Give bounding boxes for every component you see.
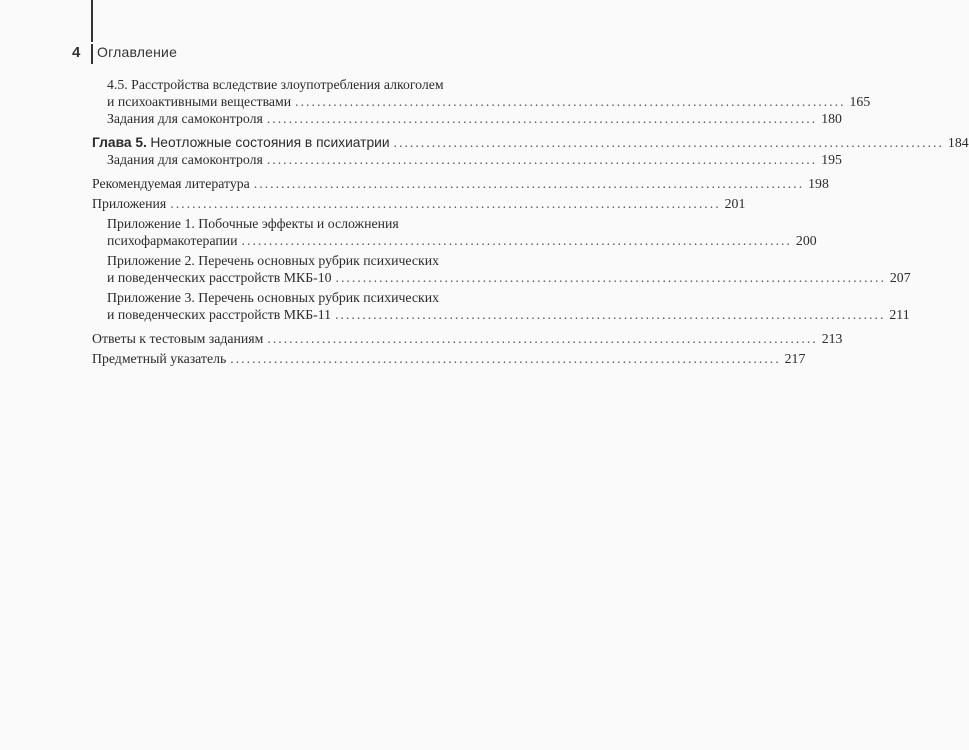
leader-dots: .....................................................................................................	[295, 94, 846, 109]
toc-page-number: 195	[821, 152, 842, 167]
toc-page-number: 200	[795, 233, 817, 248]
toc-entry-line: Приложение 3. Перечень основных рубрик психических	[107, 290, 439, 305]
toc-entry	[92, 151, 842, 168]
leader-dots: .....................................................................................................	[393, 135, 944, 150]
toc-entry-title: Задания для самоконтроля	[107, 152, 263, 167]
leader-dots: .....................................................................................................	[241, 233, 792, 248]
leader-dots: .....................................................................................................	[335, 270, 886, 285]
toc-entry-title: Неотложные состояния в психиатрии	[150, 135, 390, 150]
toc-entry-title: Предметный указатель	[92, 351, 227, 366]
toc-entry	[92, 330, 843, 347]
toc-page-number: 207	[889, 270, 911, 285]
leader-dots: .....................................................................................................	[253, 176, 805, 191]
toc-entry-line: 4.5. Расстройства вследствие злоупотребления алкоголем	[107, 77, 444, 92]
toc-entry	[92, 175, 829, 192]
toc-entry-line: Приложение 2. Перечень основных рубрик психических	[107, 253, 439, 268]
toc-chapter-entry	[92, 134, 969, 151]
toc-entry-title: и поведенческих расстройств МКБ-11	[107, 307, 332, 322]
leader-dots: .....................................................................................................	[170, 196, 721, 211]
running-title: Оглавление	[97, 44, 178, 60]
toc-entry	[92, 289, 910, 323]
leader-dots: .....................................................................................................	[335, 307, 886, 322]
toc-page-number: 211	[889, 307, 910, 322]
toc-page-number: 213	[821, 331, 843, 346]
header-rule	[91, 0, 93, 42]
toc-page-number: 184	[947, 135, 969, 150]
toc-page-number: 217	[784, 351, 806, 366]
running-head	[72, 44, 177, 61]
toc-page-number: 165	[849, 94, 871, 109]
toc-entry-line: Приложение 1. Побочные эффекты и осложнения	[107, 216, 399, 231]
toc-entry	[92, 195, 746, 212]
toc-entry-title: Рекомендуемая литература	[92, 176, 250, 191]
toc-entry-title: Ответы к тестовым заданиям	[92, 331, 264, 346]
toc-entry	[92, 350, 806, 367]
toc-page-number: 198	[808, 176, 829, 191]
leader-dots: .....................................................................................................	[230, 351, 781, 366]
leader-dots: .....................................................................................................	[267, 331, 818, 346]
leader-dots: .....................................................................................................	[266, 152, 818, 167]
table-of-contents	[92, 76, 969, 367]
toc-entry-title: Задания для самоконтроля	[107, 111, 263, 126]
chapter-label: Глава 5.	[92, 135, 147, 150]
toc-entry	[92, 110, 842, 127]
toc-entry-title: психофармакотерапии	[107, 233, 238, 248]
toc-entry	[92, 76, 871, 110]
toc-entry	[92, 215, 817, 249]
toc-entry-title: и поведенческих расстройств МКБ-10	[107, 270, 332, 285]
toc-entry-title: и психоактивными веществами	[107, 94, 292, 109]
page-number: 4	[72, 44, 81, 61]
toc-entry-title: Приложения	[92, 196, 167, 211]
leader-dots: .....................................................................................................	[266, 111, 818, 126]
toc-entry	[92, 252, 911, 286]
toc-page-number: 201	[724, 196, 746, 211]
toc-page-number: 180	[821, 111, 842, 126]
